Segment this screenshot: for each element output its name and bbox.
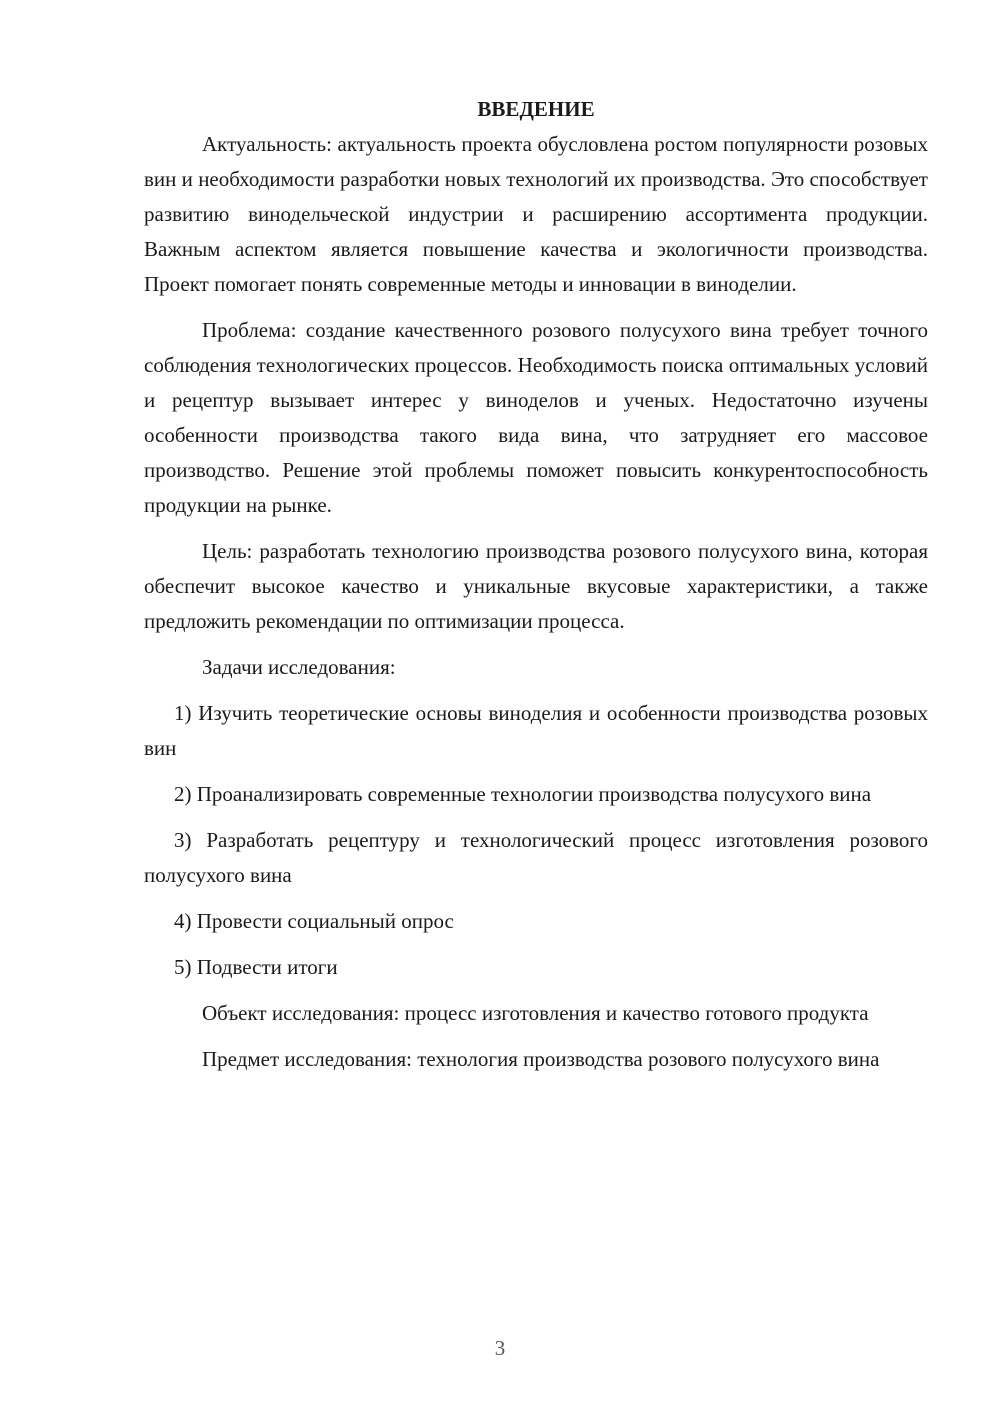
task-item-2: 2) Проанализировать современные технологии производства полусухого вина [174,782,872,806]
task-item-5: 5) Подвести итоги [174,955,338,979]
section-title: ВВЕДЕНИЕ [477,97,595,121]
task-item-4: 4) Провести социальный опрос [174,909,454,933]
page-content [144,92,928,1077]
goal-paragraph: Цель: разработать технологию производства розового полусухого вина, которая обеспечит высокое качество и уникальные вкусовые характеристики, а также предложить рекомендации по оптимизации процесса. [144,539,928,633]
tasks-heading: Задачи исследования: [202,655,396,679]
problem-paragraph: Проблема: создание качественного розового полусухого вина требует точного соблюдения технологических процессов. Необходимость поиска оптимальных условий и рецептур вызывает интерес у виноделов и ученых. Недостаточно изучены особенности производства такого вида вина, что затрудняет его массовое производство. Решение этой проблемы поможет повысить конкурентоспособность продукции на рынке. [144,318,928,517]
page-number: 3 [494,1336,506,1360]
relevance-paragraph: Актуальность: актуальность проекта обусловлена ростом популярности розовых вин и необходимости разработки новых технологий их производства. Это способствует развитию винодельческой индустрии и расширению ассортимента продукции. Важным аспектом является повышение качества и экологичности производства. Проект помогает понять современные методы и инновации в виноделии. [144,132,928,296]
subject-paragraph: Предмет исследования: технология производства розового полусухого вина [202,1047,880,1071]
task-item-1: 1) Изучить теоретические основы виноделия и особенности производства розовых вин [144,701,928,760]
task-item-3: 3) Разработать рецептуру и технологический процесс изготовления розового полусухого вина [144,828,928,887]
object-paragraph: Объект исследования: процесс изготовления и качество готового продукта [202,1001,869,1025]
